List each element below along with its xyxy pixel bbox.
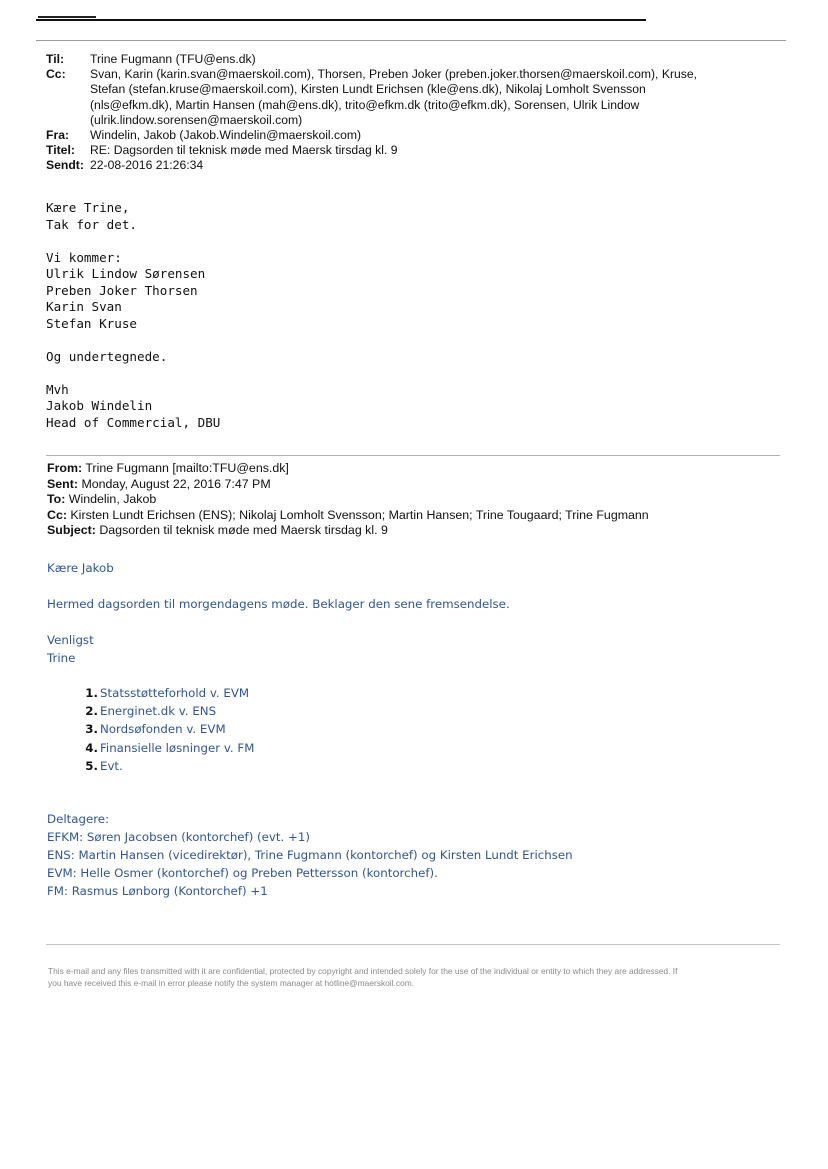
title-label: Titel: [46,143,75,158]
agenda-number: 1. [85,686,98,700]
orig-sent-value: Monday, August 22, 2016 7:47 PM [81,476,271,491]
quote-divider [46,455,780,456]
agenda-text: Energinet.dk v. ENS [100,704,217,719]
attendee: Karin Svan [46,299,122,314]
from-value: Windelin, Jakob (Jakob.Windelin@maerskoil.com) [90,128,362,143]
disclaimer-line: This e-mail and any files transmitted with it are confidential, protected by copyright and intended solely for the use of the individual or entity to which they are addressed. If [48,966,678,976]
agenda-item [70,684,252,702]
participants-block [47,810,573,900]
original-header [47,461,787,539]
from-label: Fra: [46,128,70,143]
reply-and-me: Og undertegnede. [46,348,168,364]
orig-to-value: Windelin, Jakob [68,492,157,507]
agenda-text: Evt. [100,758,123,773]
to-value: Trine Fugmann (TFU@ens.dk) [90,52,256,66]
agenda-item [70,757,252,775]
orig-cc-label: Cc: [47,507,67,522]
participants-heading: Deltagere: [47,812,110,826]
top-rule-short [38,16,96,18]
agenda-item [70,702,252,720]
title-value: RE: Dagsorden til teknisk møde med Maersk tirsdag kl. 9 [90,143,398,158]
cc-line: (ulrik.lindow.sorensen@maerskoil.com) [90,112,303,127]
attendee: Preben Joker Thorsen [46,282,198,298]
orig-body: Hermed dagsorden til morgendagens møde. Beklager den sene fremsendelse. [47,597,510,611]
header-divider [36,40,786,41]
agenda-item [70,720,252,738]
cc-line: Stefan (stefan.kruse@maerskoil.com), Kirsten Lundt Erichsen (kle@ens.dk), Nikolaj Lomholt Svensson [90,82,646,97]
reply-body [46,200,220,431]
orig-signoff-1: Venligst [47,633,94,647]
cc-line: (nls@efkm.dk), Martin Hansen (mah@ens.dk), trito@efkm.dk (trito@efkm.dk), Sorensen, Ulrik Lindow [90,97,640,112]
cc-label: Cc: [46,67,66,82]
agenda-text: Finansielle løsninger v. FM [100,740,255,755]
orig-to-label: To: [47,492,66,507]
to-row [46,52,786,67]
orig-sent-label: Sent: [47,476,78,491]
orig-from-value: Trine Fugmann [mailto:TFU@ens.dk] [85,461,289,475]
agenda-number: 3. [85,722,98,737]
top-rule [36,19,646,21]
attendee: Ulrik Lindow Sørensen [46,266,206,281]
email-header [46,52,786,174]
attendees-intro: Vi kommer: [46,249,122,265]
reply-greeting: Kære Trine, [46,200,130,215]
orig-from-label: From: [47,461,83,475]
from-row [46,128,786,143]
orig-greeting: Kære Jakob [47,561,114,575]
orig-subject-label: Subject: [47,523,96,538]
to-label: Til: [46,52,65,66]
orig-body-block [47,595,510,613]
sent-label: Sendt: [46,158,84,173]
orig-signoff-block [47,631,94,667]
cc-value [90,67,786,128]
participant-line: EFKM: Søren Jacobsen (kontorchef) (evt. +1) [47,830,311,844]
orig-subject-row [47,523,787,539]
orig-signoff-2: Trine [47,651,76,665]
sent-value: 22-08-2016 21:26:34 [90,158,204,173]
participant-line: FM: Rasmus Lønborg (Kontorchef) +1 [47,884,268,898]
orig-cc-value: Kirsten Lundt Erichsen (ENS); Nikolaj Lomholt Svensson; Martin Hansen; Trine Tougaard; Trine Fugmann [70,507,649,522]
orig-from-row [47,461,787,477]
agenda-item [70,739,255,757]
reply-thanks: Tak for det. [46,216,137,232]
orig-greeting-block [47,559,114,577]
attendee: Stefan Kruse [46,315,137,331]
disclaimer-line: you have received this e-mail in error please notify the system manager at hotline@maerskoil.com. [48,978,414,988]
footer-divider [46,944,780,945]
disclaimer [48,965,788,989]
sent-row [46,158,786,173]
cc-line: Svan, Karin (karin.svan@maerskoil.com), Thorsen, Preben Joker (preben.joker.thorsen@maerskoil.com), Kruse, [90,67,698,82]
orig-sent-row [47,477,787,493]
agenda-number: 5. [85,758,98,773]
orig-to-row [47,492,787,508]
cc-row [46,67,786,128]
signature-title: Head of Commercial, DBU [46,414,221,430]
signature-name: Jakob Windelin [46,398,153,413]
participant-line: EVM: Helle Osmer (kontorchef) og Preben Pettersson (kontorchef). [47,866,438,880]
orig-subject-value: Dagsorden til teknisk møde med Maersk tirsdag kl. 9 [99,523,388,538]
agenda-list [70,684,255,775]
reply-closing: Mvh [46,381,69,397]
agenda-text: Nordsøfonden v. EVM [100,722,226,737]
orig-cc-row [47,508,787,524]
agenda-number: 2. [85,704,98,719]
participant-line: ENS: Martin Hansen (vicedirektør), Trine Fugmann (kontorchef) og Kirsten Lundt Erichsen [47,848,573,862]
agenda-number: 4. [85,740,98,755]
title-row [46,143,786,158]
agenda-text: Statsstøtteforhold v. EVM [100,686,250,700]
